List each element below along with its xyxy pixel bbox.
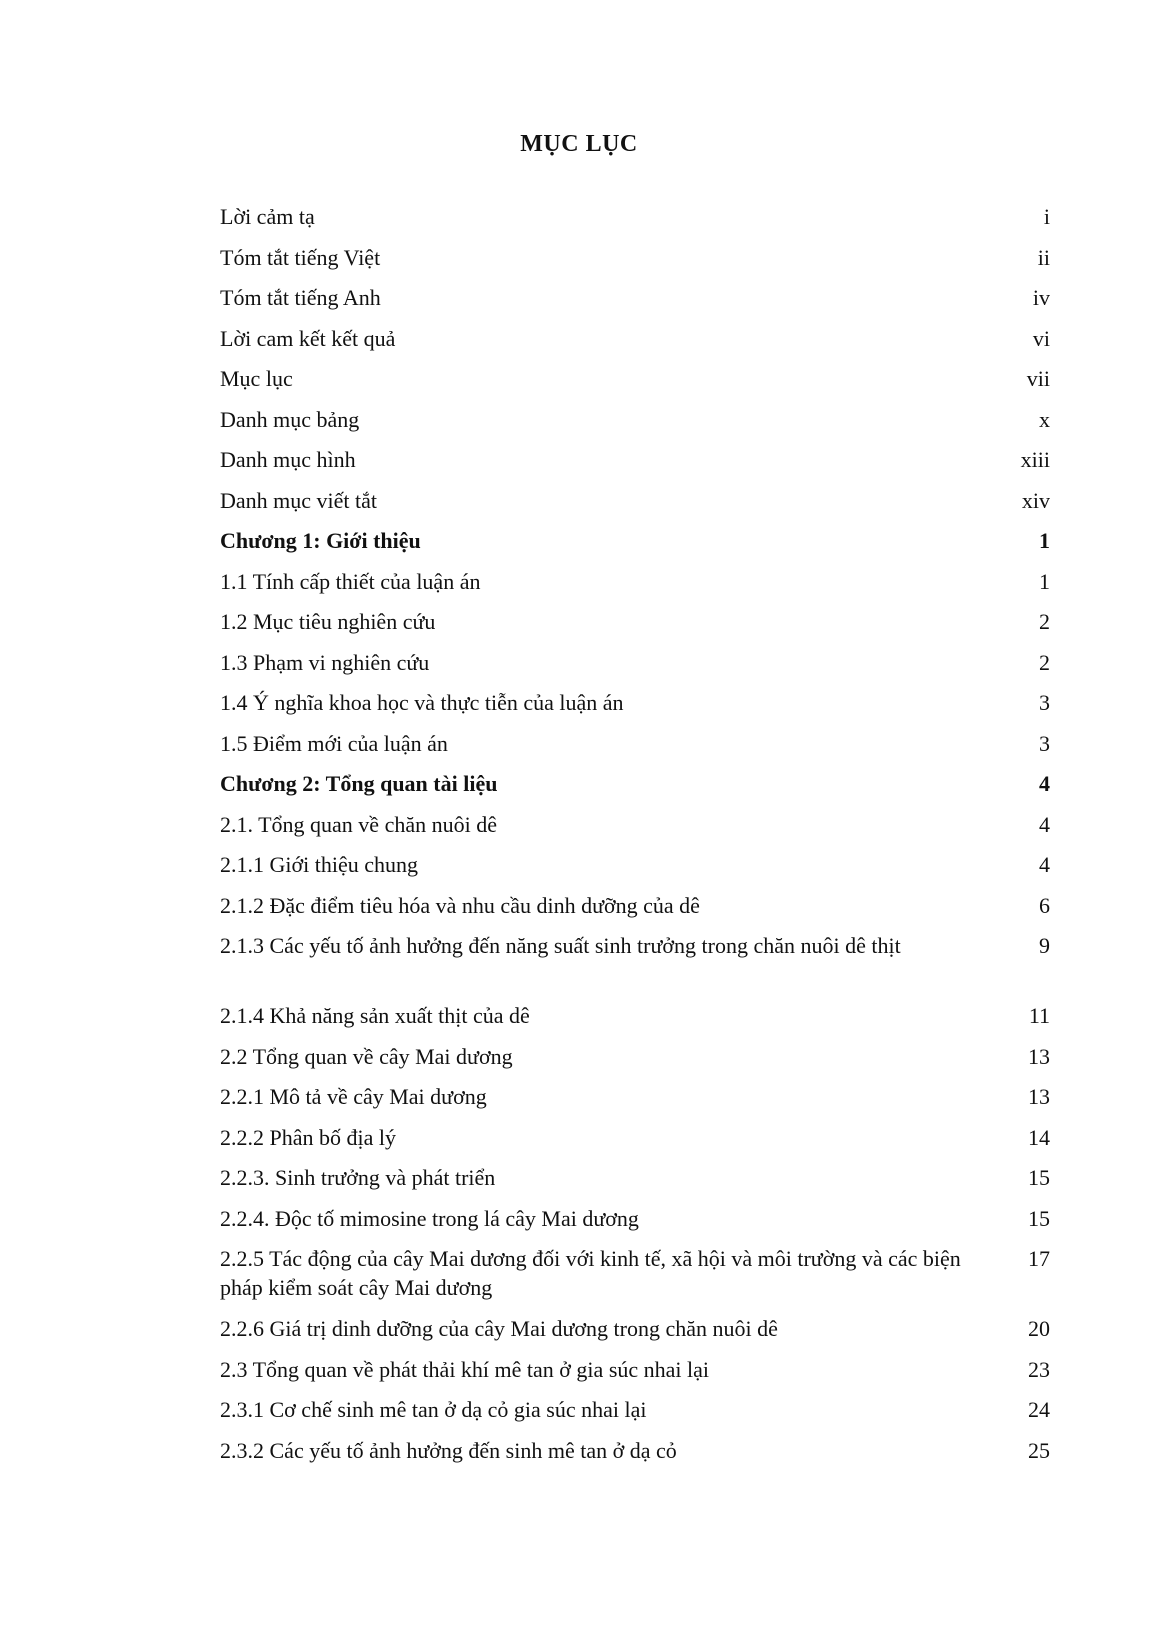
toc-entry-title: 2.2.2 Phân bố địa lý (220, 1124, 396, 1150)
toc-entry-title: 2.1.2 Đặc điểm tiêu hóa và nhu cầu dinh dưỡng của dê (220, 892, 700, 918)
toc-entry-title: 2.3 Tổng quan về phát thải khí mê tan ở gia súc nhai lại (220, 1356, 710, 1382)
toc-chapter-row[interactable] (220, 526, 1050, 567)
toc-entry-page: 4 (1039, 852, 1050, 877)
toc-entry-title: Danh mục viết tắt (220, 487, 378, 513)
toc-row[interactable] (220, 1204, 1050, 1245)
toc-row[interactable] (220, 202, 1050, 243)
toc-row[interactable] (220, 364, 1050, 405)
toc-row[interactable] (220, 688, 1050, 729)
toc-row[interactable] (220, 324, 1050, 365)
toc-row[interactable] (220, 1395, 1050, 1436)
toc-entry-page: 1 (1039, 568, 1050, 594)
toc-entry-title: 2.2.5 Tác động của cây Mai dương đối với kinh tế, xã hội và môi trường và các biện pháp kiểm soát cây Mai dương (220, 1246, 961, 1300)
toc-entry-title: 2.1. Tổng quan về chăn nuôi dê (220, 811, 497, 837)
toc-row[interactable] (220, 931, 1050, 1001)
toc-entry-title: Chương 2: Tổng quan tài liệu (220, 771, 498, 796)
toc-entry-page: xiv (1021, 487, 1050, 513)
toc-entry-title: Tóm tắt tiếng Anh (220, 285, 381, 310)
toc-entry-page: 13 (1028, 1084, 1050, 1109)
toc-entry-page: ii (1037, 244, 1050, 270)
toc-row[interactable] (220, 567, 1050, 608)
toc-entry-page: 13 (1028, 1043, 1050, 1069)
toc-entry-title: 1.5 Điểm mới của luận án (220, 730, 448, 756)
toc-entry-page: 4 (1039, 771, 1050, 796)
toc-entry-page: 11 (1028, 1003, 1050, 1028)
toc-entry-title: 2.1.1 Giới thiệu chung (220, 852, 418, 877)
toc-row[interactable] (220, 486, 1050, 527)
toc-row[interactable] (220, 810, 1050, 851)
toc-row[interactable] (220, 283, 1050, 324)
toc-entry-page: 2 (1039, 649, 1050, 675)
toc-row[interactable] (220, 1001, 1050, 1042)
toc-row[interactable] (220, 850, 1050, 891)
toc-row[interactable] (220, 445, 1050, 486)
toc-row[interactable] (220, 405, 1050, 446)
toc-entry-page: 15 (1028, 1165, 1050, 1190)
toc-entry-title: Danh mục bảng (220, 406, 360, 432)
toc-entry-page: x (1039, 406, 1050, 432)
toc-row[interactable] (220, 1082, 1050, 1123)
toc-entry-page: 15 (1028, 1205, 1050, 1231)
toc-entry-page: 25 (1028, 1437, 1050, 1463)
toc-row[interactable] (220, 648, 1050, 689)
toc-entry-title: Mục lục (220, 366, 293, 391)
toc-entry-page: 1 (1039, 528, 1050, 553)
toc-row[interactable] (220, 243, 1050, 284)
toc-entry-title: 1.3 Phạm vi nghiên cứu (220, 649, 430, 675)
toc-row[interactable] (220, 1163, 1050, 1204)
toc-entry-title: 2.2.6 Giá trị dinh dưỡng của cây Mai dương trong chăn nuôi dê (220, 1316, 778, 1341)
toc-entry-title: 1.1 Tính cấp thiết của luận án (220, 568, 481, 594)
toc-entry-title: 2.3.1 Cơ chế sinh mê tan ở dạ cỏ gia súc nhai lại (220, 1397, 647, 1422)
toc-entry-page: 9 (1039, 933, 1050, 958)
toc-entry-page: 4 (1039, 811, 1050, 837)
toc-entry-page: vi (1032, 325, 1050, 351)
toc-entry-title: 1.2 Mục tiêu nghiên cứu (220, 609, 436, 634)
toc-entry-title: 2.2 Tổng quan về cây Mai dương (220, 1043, 513, 1069)
toc-entry-page: vii (1026, 366, 1050, 391)
toc-entry-page: i (1043, 204, 1050, 229)
toc-entry-title: 2.1.3 Các yếu tố ảnh hưởng đến năng suất sinh trưởng trong chăn nuôi dê thịt (220, 933, 901, 958)
toc-entry-page: 14 (1028, 1124, 1050, 1150)
toc-entry-page: 17 (1028, 1246, 1050, 1271)
toc-entry-title: Lời cam kết kết quả (220, 325, 396, 351)
table-of-contents (220, 202, 1050, 1476)
toc-entry-page: 6 (1039, 892, 1050, 918)
toc-entry-title: 2.2.1 Mô tả về cây Mai dương (220, 1084, 487, 1109)
toc-entry-page: iv (1032, 285, 1050, 310)
toc-entry-page: 3 (1039, 730, 1050, 756)
toc-entry-title: Chương 1: Giới thiệu (220, 528, 421, 553)
toc-entry-title: 2.1.4 Khả năng sản xuất thịt của dê (220, 1003, 530, 1028)
toc-row[interactable] (220, 1314, 1050, 1355)
toc-row[interactable] (220, 729, 1050, 770)
toc-entry-page: 3 (1039, 690, 1050, 715)
toc-entry-title: Lời cảm tạ (220, 204, 315, 229)
toc-entry-page: 2 (1039, 609, 1050, 634)
toc-entry-title: Tóm tắt tiếng Việt (220, 244, 381, 270)
toc-row[interactable] (220, 1355, 1050, 1396)
toc-row[interactable] (220, 1042, 1050, 1083)
toc-entry-title: 2.2.4. Độc tố mimosine trong lá cây Mai dương (220, 1205, 639, 1231)
toc-entry-page: 24 (1028, 1397, 1050, 1422)
toc-row[interactable] (220, 891, 1050, 932)
toc-entry-title: 2.3.2 Các yếu tố ảnh hưởng đến sinh mê tan ở dạ cỏ (220, 1437, 677, 1463)
toc-entry-title: 2.2.3. Sinh trưởng và phát triển (220, 1165, 496, 1190)
toc-entry-title: 1.4 Ý nghĩa khoa học và thực tiễn của luận án (220, 690, 624, 715)
toc-row[interactable] (220, 1244, 1050, 1314)
toc-entry-page: 20 (1028, 1316, 1050, 1341)
toc-entry-title: Danh mục hình (220, 447, 356, 472)
toc-row[interactable] (220, 1436, 1050, 1477)
toc-entry-page: xiii (1020, 447, 1050, 472)
page-title: MỤC LỤC (520, 131, 638, 157)
toc-chapter-row[interactable] (220, 769, 1050, 810)
toc-row[interactable] (220, 1123, 1050, 1164)
toc-entry-page: 23 (1028, 1356, 1050, 1382)
toc-row[interactable] (220, 607, 1050, 648)
